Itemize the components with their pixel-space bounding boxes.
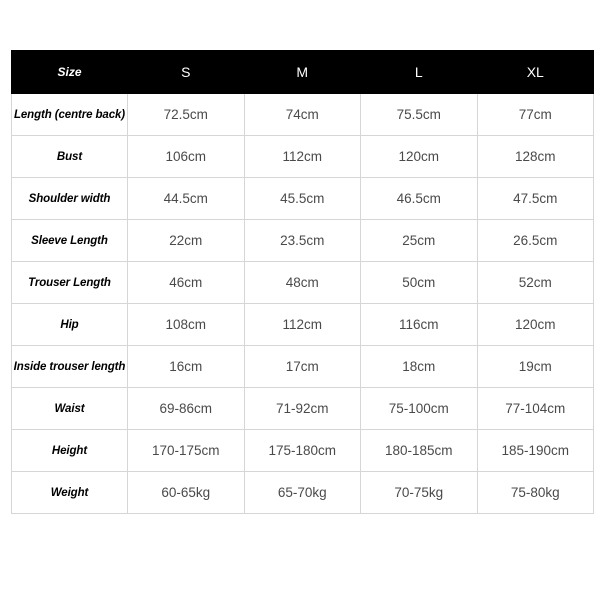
row-label-weight: Weight — [12, 472, 128, 514]
row-label-inside-trouser-length: Inside trouser length — [12, 346, 128, 388]
table-cell: 116cm — [361, 304, 478, 346]
size-header-row — [12, 51, 594, 94]
table-cell: 46cm — [128, 262, 245, 304]
table-cell: 69-86cm — [128, 388, 245, 430]
table-cell: 16cm — [128, 346, 245, 388]
table-cell: 120cm — [477, 304, 594, 346]
row-label-bust: Bust — [12, 136, 128, 178]
table-cell: 75-80kg — [477, 472, 594, 514]
table-cell: 72.5cm — [128, 94, 245, 136]
table-cell: 48cm — [244, 262, 361, 304]
table-row — [12, 220, 594, 262]
table-cell: 52cm — [477, 262, 594, 304]
table-cell: 120cm — [361, 136, 478, 178]
table-cell: 77-104cm — [477, 388, 594, 430]
table-cell: 180-185cm — [361, 430, 478, 472]
size-header-m: M — [244, 51, 361, 94]
row-label-trouser-length: Trouser Length — [12, 262, 128, 304]
table-cell: 60-65kg — [128, 472, 245, 514]
table-row — [12, 430, 594, 472]
table-row — [12, 94, 594, 136]
table-cell: 128cm — [477, 136, 594, 178]
table-cell: 71-92cm — [244, 388, 361, 430]
row-label-height: Height — [12, 430, 128, 472]
table-cell: 175-180cm — [244, 430, 361, 472]
table-cell: 18cm — [361, 346, 478, 388]
table-cell: 47.5cm — [477, 178, 594, 220]
row-label-hip: Hip — [12, 304, 128, 346]
table-cell: 70-75kg — [361, 472, 478, 514]
row-label-shoulder-width: Shoulder width — [12, 178, 128, 220]
size-header-l: L — [361, 51, 478, 94]
row-label-waist: Waist — [12, 388, 128, 430]
table-cell: 112cm — [244, 304, 361, 346]
table-cell: 170-175cm — [128, 430, 245, 472]
table-cell: 106cm — [128, 136, 245, 178]
table-cell: 65-70kg — [244, 472, 361, 514]
table-cell: 22cm — [128, 220, 245, 262]
table-row — [12, 304, 594, 346]
table-row — [12, 136, 594, 178]
table-row — [12, 262, 594, 304]
size-corner-header: Size — [12, 51, 128, 94]
table-cell: 45.5cm — [244, 178, 361, 220]
table-cell: 19cm — [477, 346, 594, 388]
table-cell: 44.5cm — [128, 178, 245, 220]
table-cell: 46.5cm — [361, 178, 478, 220]
table-cell: 25cm — [361, 220, 478, 262]
table-cell: 77cm — [477, 94, 594, 136]
row-label-sleeve-length: Sleeve Length — [12, 220, 128, 262]
row-label-length-centre-back: Length (centre back) — [12, 94, 128, 136]
table-cell: 112cm — [244, 136, 361, 178]
size-chart-table — [11, 50, 594, 514]
table-cell: 23.5cm — [244, 220, 361, 262]
table-cell: 74cm — [244, 94, 361, 136]
table-cell: 108cm — [128, 304, 245, 346]
size-header-xl: XL — [477, 51, 594, 94]
table-cell: 75-100cm — [361, 388, 478, 430]
table-row — [12, 388, 594, 430]
table-cell: 50cm — [361, 262, 478, 304]
table-cell: 17cm — [244, 346, 361, 388]
table-row — [12, 178, 594, 220]
table-cell: 75.5cm — [361, 94, 478, 136]
table-cell: 185-190cm — [477, 430, 594, 472]
table-row — [12, 472, 594, 514]
size-header-s: S — [128, 51, 245, 94]
table-row — [12, 346, 594, 388]
table-cell: 26.5cm — [477, 220, 594, 262]
